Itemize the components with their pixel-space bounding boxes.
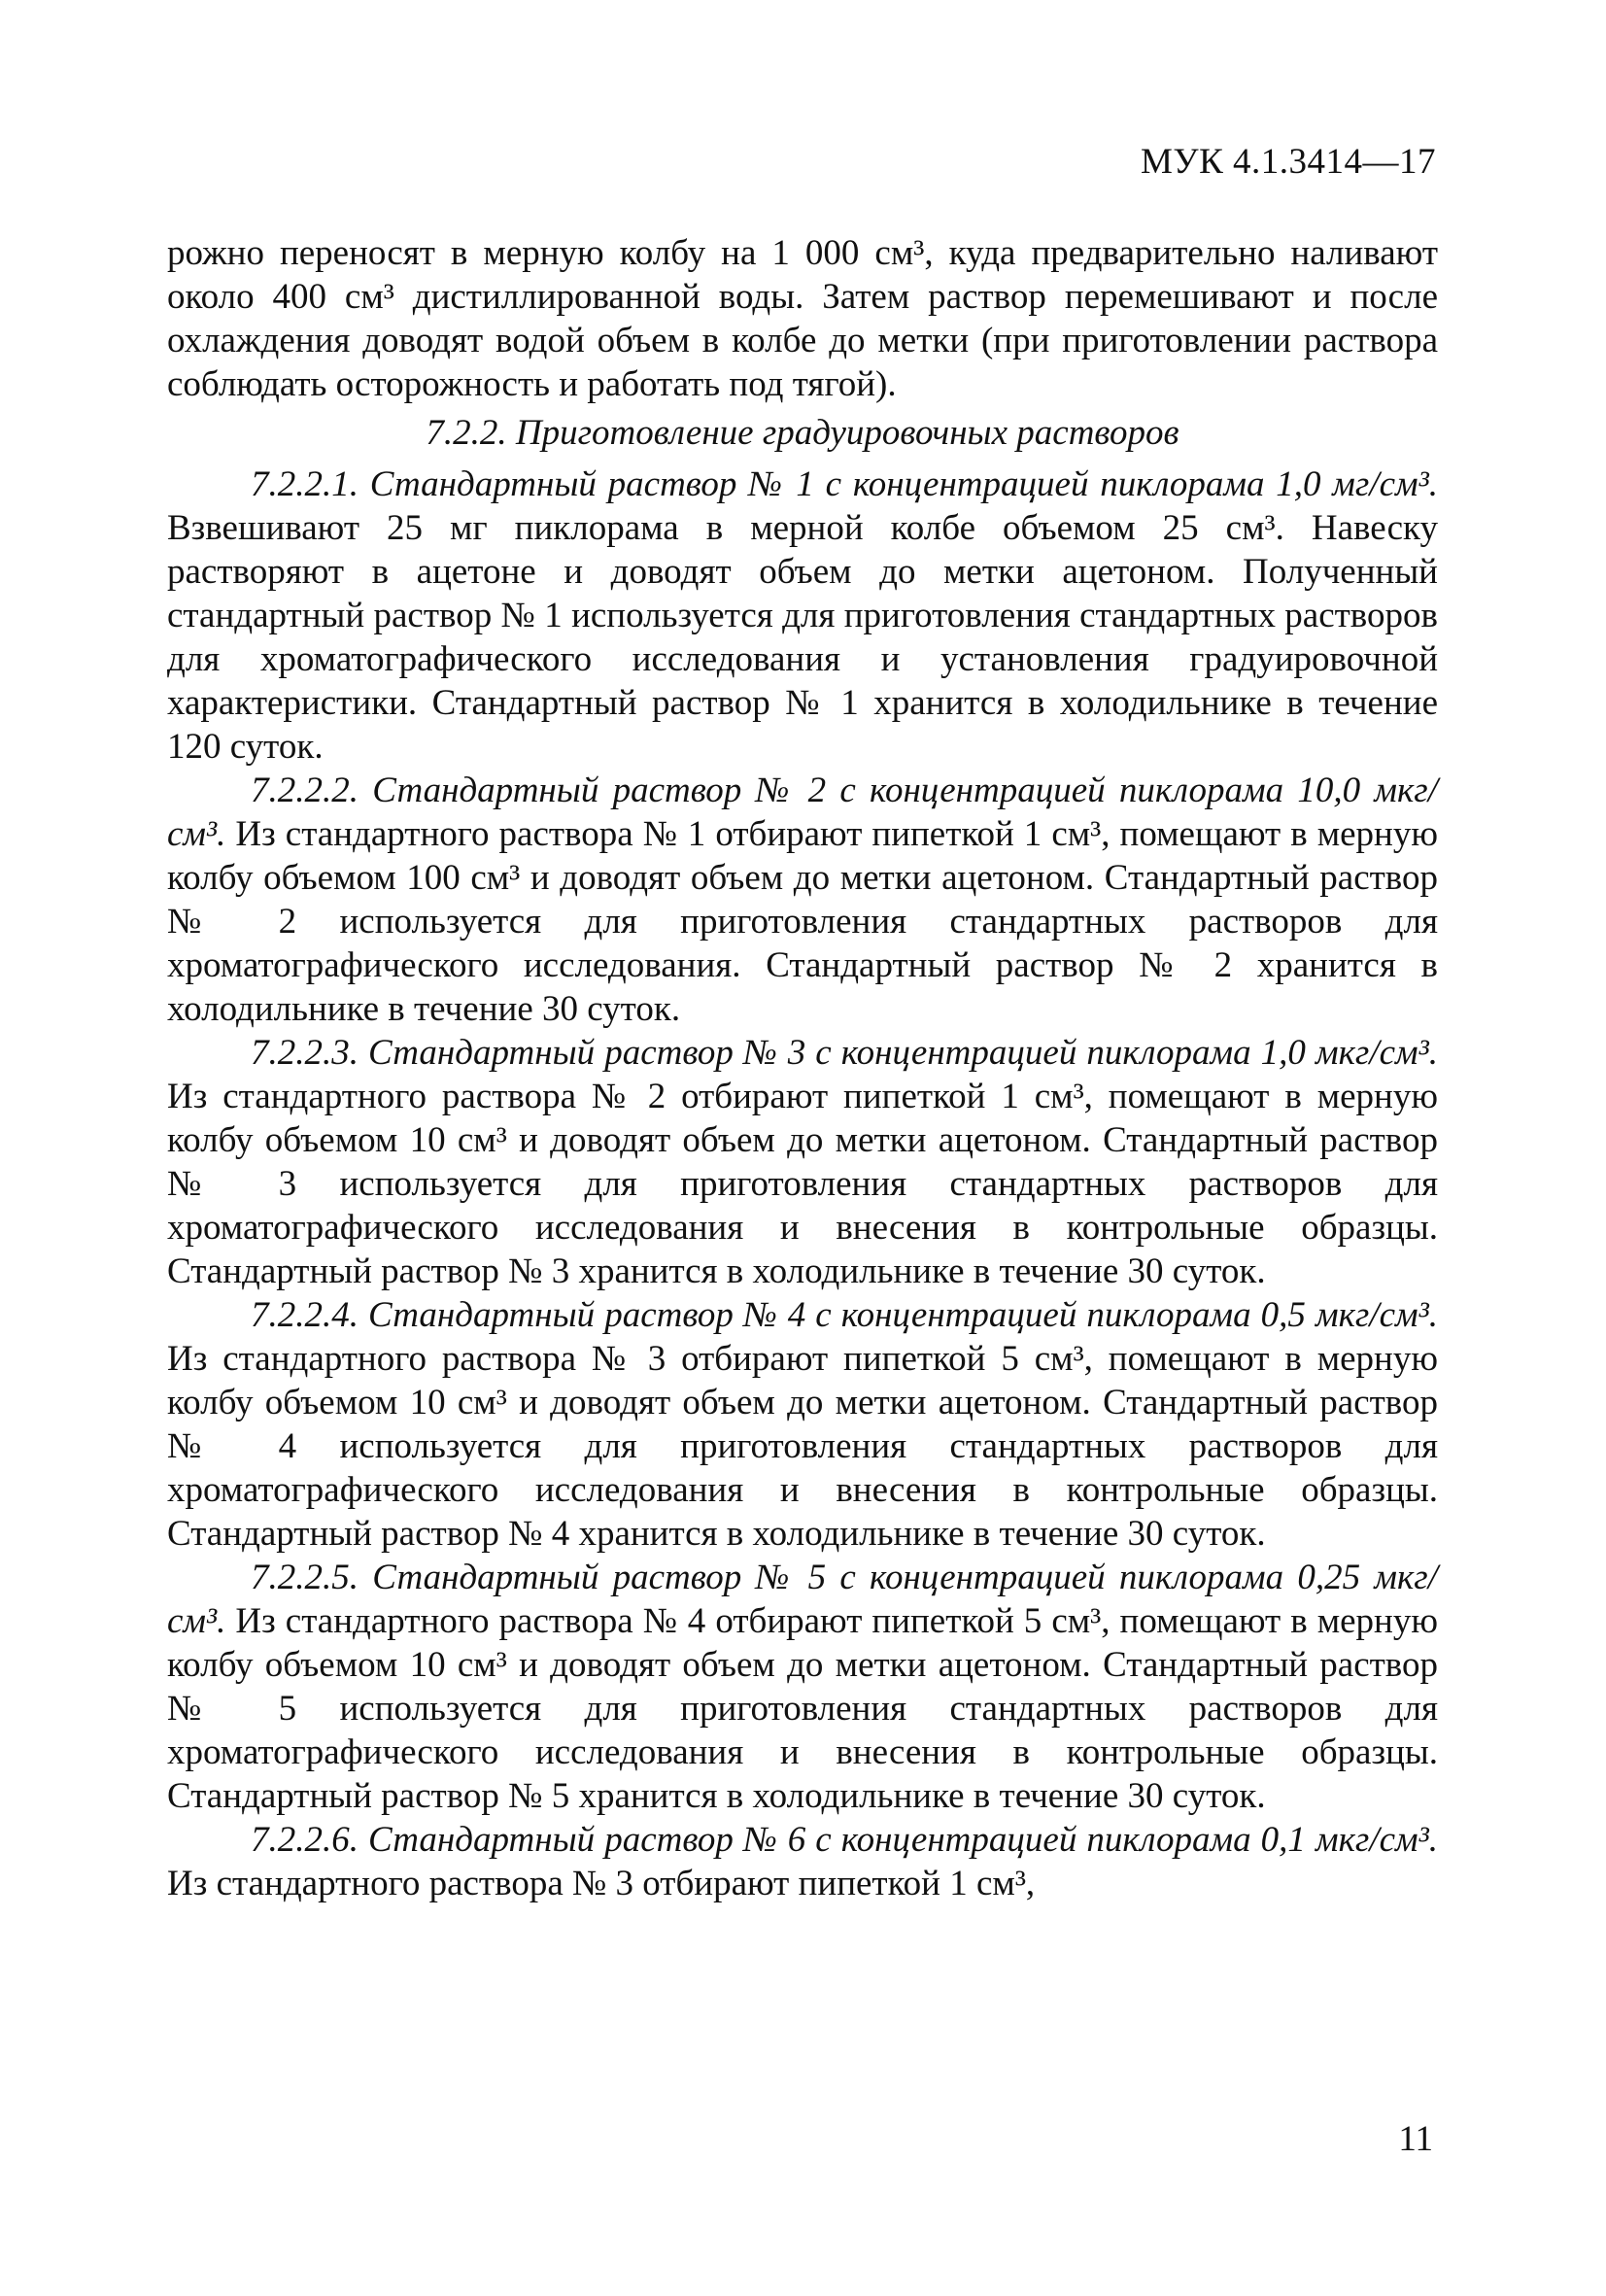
section-title: 7.2.2.2. Стандартный раствор № 2 с концентрацией пиклорама 10,0 мкг/см³. [167,771,1438,854]
page-number: 11 [1398,2119,1433,2159]
section-paragraph [167,1556,1438,1818]
section-text: Взвешивают 25 мг пиклорама в мерной колбе объемом 25 см³. Навеску растворяют в ацетоне и доводят объем до метки ацетоном. Полученный стандартный раствор № 1 используется для приготовления стандартных растворов для хроматографического исследования и установления градуировочной характеристики. Стандартный раствор № 1 хранится в холодильнике в течение 120 суток. [167,508,1438,767]
section-text: Из стандартного раствора № 1 отбирают пипеткой 1 см³, помещают в мерную колбу объемом 100 см³ и доводят объем до метки ацетоном. Стандартный раствор № 2 используется для приготовления стандартных растворов для хроматографического исследования. Стандартный раствор № 2 хранится в холодильнике в течение 30 суток. [167,814,1438,1029]
section-text: Из стандартного раствора № 2 отбирают пипеткой 1 см³, помещают в мерную колбу объемом 10 см³ и доводят объем до метки ацетоном. Стандартный раствор № 3 используется для приготовления стандартных растворов для хроматографического исследования и внесения в контрольные образцы. Стандартный раствор № 3 хранится в холодильнике в течение 30 суток. [167,1077,1438,1291]
section-paragraph [167,463,1438,769]
section-title: 7.2.2.5. Стандартный раствор № 5 с концентрацией пиклорама 0,25 мкг/см³. [167,1558,1438,1641]
section-title: 7.2.2.1. Стандартный раствор № 1 с концентрацией пиклорама 1,0 мг/см³. [251,464,1438,504]
section-paragraph [167,1031,1438,1293]
section-title: 7.2.2.4. Стандартный раствор № 4 с концентрацией пиклорама 0,5 мкг/см³. [251,1295,1438,1335]
section-paragraph [167,769,1438,1031]
section-text: Из стандартного раствора № 4 отбирают пипеткой 5 см³, помещают в мерную колбу объемом 10 см³ и доводят объем до метки ацетоном. Стандартный раствор № 5 используется для приготовления стандартных растворов для хроматографического исследования и внесения в контрольные образцы. Стандартный раствор № 5 хранится в холодильнике в течение 30 суток. [167,1601,1438,1816]
section-title: 7.2.2.6. Стандартный раствор № 6 с концентрацией пиклорама 0,1 мкг/см³. [251,1820,1438,1860]
section-heading: 7.2.2. Приготовление градуировочных растворов [426,413,1179,453]
section-title: 7.2.2.3. Стандартный раствор № 3 с концентрацией пиклорама 1,0 мкг/см³. [251,1033,1438,1073]
section-paragraph [167,1293,1438,1556]
document-body [167,231,1438,1905]
section-text: Из стандартного раствора № 3 отбирают пипеткой 1 см³, [167,1864,1036,1903]
document-code: МУК 4.1.3414—17 [1140,142,1436,182]
section-paragraph [167,1818,1438,1905]
intro-paragraph: рожно переносят в мерную колбу на 1 000 см³, куда предварительно наливают около 400 см³ дистиллированной воды. Затем раствор перемешивают и после охлаждения доводят водой объем в колбе до метки (при приготовлении раствора соблюдать осторожность и работать под тягой). [167,233,1438,404]
section-text: Из стандартного раствора № 3 отбирают пипеткой 5 см³, помещают в мерную колбу объемом 10 см³ и доводят объем до метки ацетоном. Стандартный раствор № 4 используется для приготовления стандартных растворов для хроматографического исследования и внесения в контрольные образцы. Стандартный раствор № 4 хранится в холодильнике в течение 30 суток. [167,1339,1438,1554]
